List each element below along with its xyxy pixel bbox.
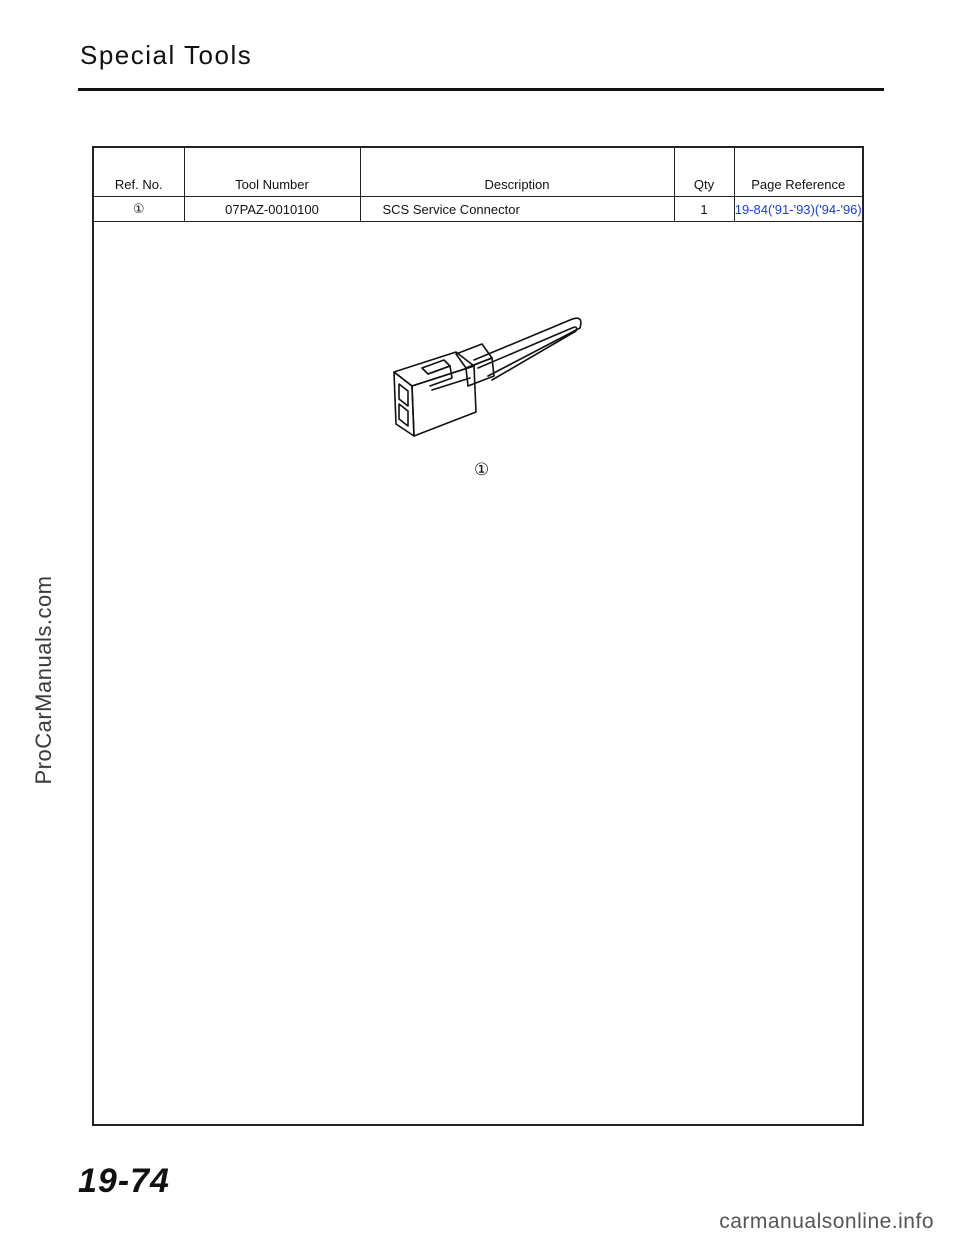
connector-icon (352, 298, 612, 458)
side-watermark: ProCarManuals.com (31, 575, 56, 785)
title-rule (78, 88, 884, 91)
cell-page-reference-link[interactable]: 19-84('91-'93)('94-'96) (734, 197, 862, 222)
page-title: Special Tools (80, 40, 253, 70)
table-header-row (94, 148, 862, 197)
header-tool-number: Tool Number (184, 148, 360, 197)
cell-tool-number: 07PAZ-0010100 (184, 197, 360, 222)
cell-ref-no: ① (94, 197, 184, 222)
cell-qty: 1 (674, 197, 734, 222)
header-description: Description (360, 148, 674, 197)
page-number: 19-74 (78, 1162, 170, 1200)
tool-table (94, 148, 862, 222)
header-qty: Qty (674, 148, 734, 197)
illustration-callout: ① (474, 460, 490, 479)
header-page-reference: Page Reference (734, 148, 862, 197)
footer-watermark: carmanualsonline.info (719, 1210, 934, 1233)
tool-frame (92, 146, 864, 1126)
header-ref-no: Ref. No. (114, 177, 163, 192)
table-row (94, 197, 862, 222)
cell-description: SCS Service Connector (360, 197, 674, 222)
